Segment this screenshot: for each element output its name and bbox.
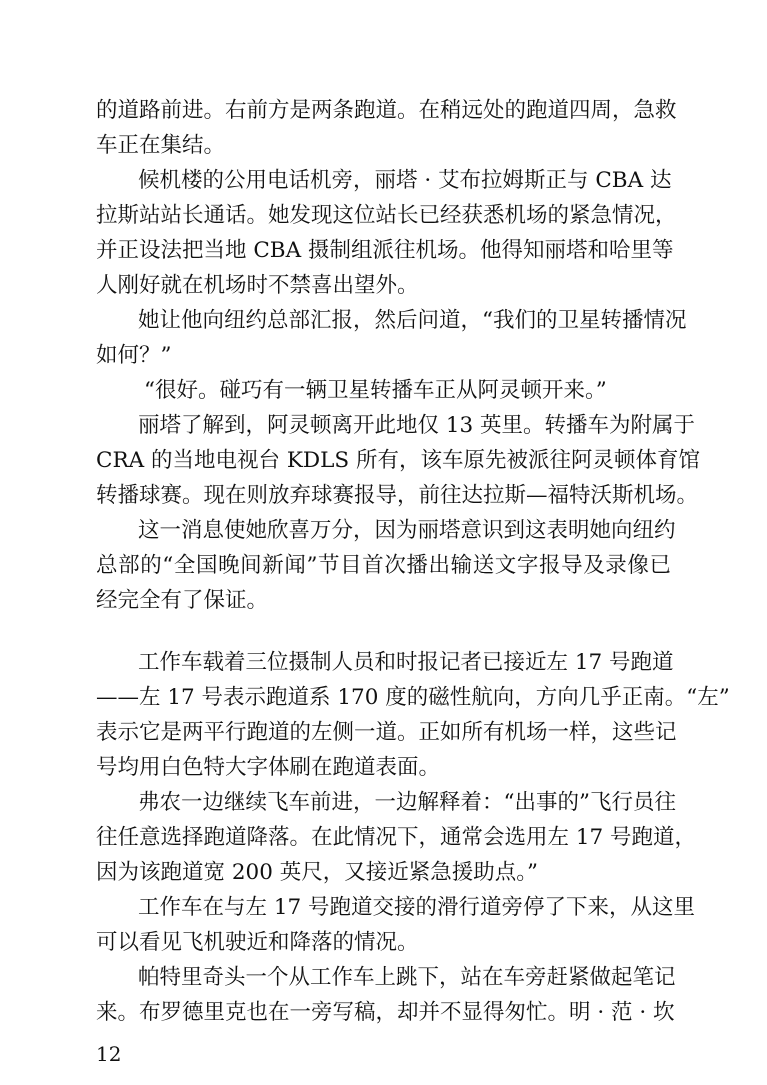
text-line: 转播球赛。现在则放弃球赛报导，前往达拉斯—福特沃斯机场。 (96, 483, 699, 508)
text-line: 因为该跑道宽 200 英尺，又接近紧急援助点。” (96, 860, 538, 885)
text-line: 工作车在与左 17 号跑道交接的滑行道旁停了下来，从这里 (138, 895, 696, 920)
text-line: 号均用白色特大字体刷在跑道表面。 (96, 755, 441, 780)
text-line: 这一消息使她欣喜万分，因为丽塔意识到这表明她向纽约 (138, 518, 676, 543)
text-line: 人刚好就在机场时不禁喜出望外。 (96, 273, 419, 298)
text-line: 弗农一边继续飞车前进，一边解释着：“出事的”飞行员往 (138, 790, 676, 815)
text-line: 车正在集结。 (96, 133, 226, 158)
page-number: 12 (96, 1042, 122, 1066)
text-line: ——左 17 号表示跑道系 170 度的磁性航向，方向几乎正南。“左” (96, 685, 730, 710)
text-line: 她让他向纽约总部汇报，然后问道，“我们的卫星转播情况 (138, 308, 687, 333)
text-line: 帕特里奇头一个从工作车上跳下，站在车旁赶紧做起笔记 (138, 965, 676, 990)
text-line: 来。布罗德里克也在一旁写稿，却并不显得匆忙。明 · 范 · 坎 (96, 1000, 675, 1025)
text-line: 并正设法把当地 CBA 摄制组派往机场。他得知丽塔和哈里等 (96, 238, 674, 263)
text-line: 丽塔了解到，阿灵顿离开此地仅 13 英里。转播车为附属于 (138, 413, 696, 438)
text-line: 可以看见飞机驶近和降落的情况。 (96, 930, 419, 955)
text-line: 经完全有了保证。 (96, 588, 269, 613)
text-line: 如何？” (96, 343, 172, 368)
text-line: 工作车载着三位摄制人员和时报记者已接近左 17 号跑道 (138, 650, 674, 675)
text-line: 候机楼的公用电话机旁，丽塔 · 艾布拉姆斯正与 CBA 达 (138, 168, 672, 193)
text-line: 往任意选择跑道降落。在此情况下，通常会选用左 17 号跑道， (96, 825, 697, 850)
text-line: 拉斯站站长通话。她发现这位站长已经获悉机场的紧急情况， (96, 203, 677, 228)
text-line: 表示它是两平行跑道的左侧一道。正如所有机场一样，这些记 (96, 720, 677, 745)
text-line: CRA 的当地电视台 KDLS 所有，该车原先被派往阿灵顿体育馆 (96, 448, 700, 473)
text-line: “很好。碰巧有一辆卫星转播车正从阿灵顿开来。” (144, 378, 607, 403)
text-line: 总部的“全国晚间新闻”节目首次播出输送文字报导及录像已 (96, 553, 671, 578)
text-line: 的道路前进。右前方是两条跑道。在稍远处的跑道四周，急救 (96, 98, 677, 123)
